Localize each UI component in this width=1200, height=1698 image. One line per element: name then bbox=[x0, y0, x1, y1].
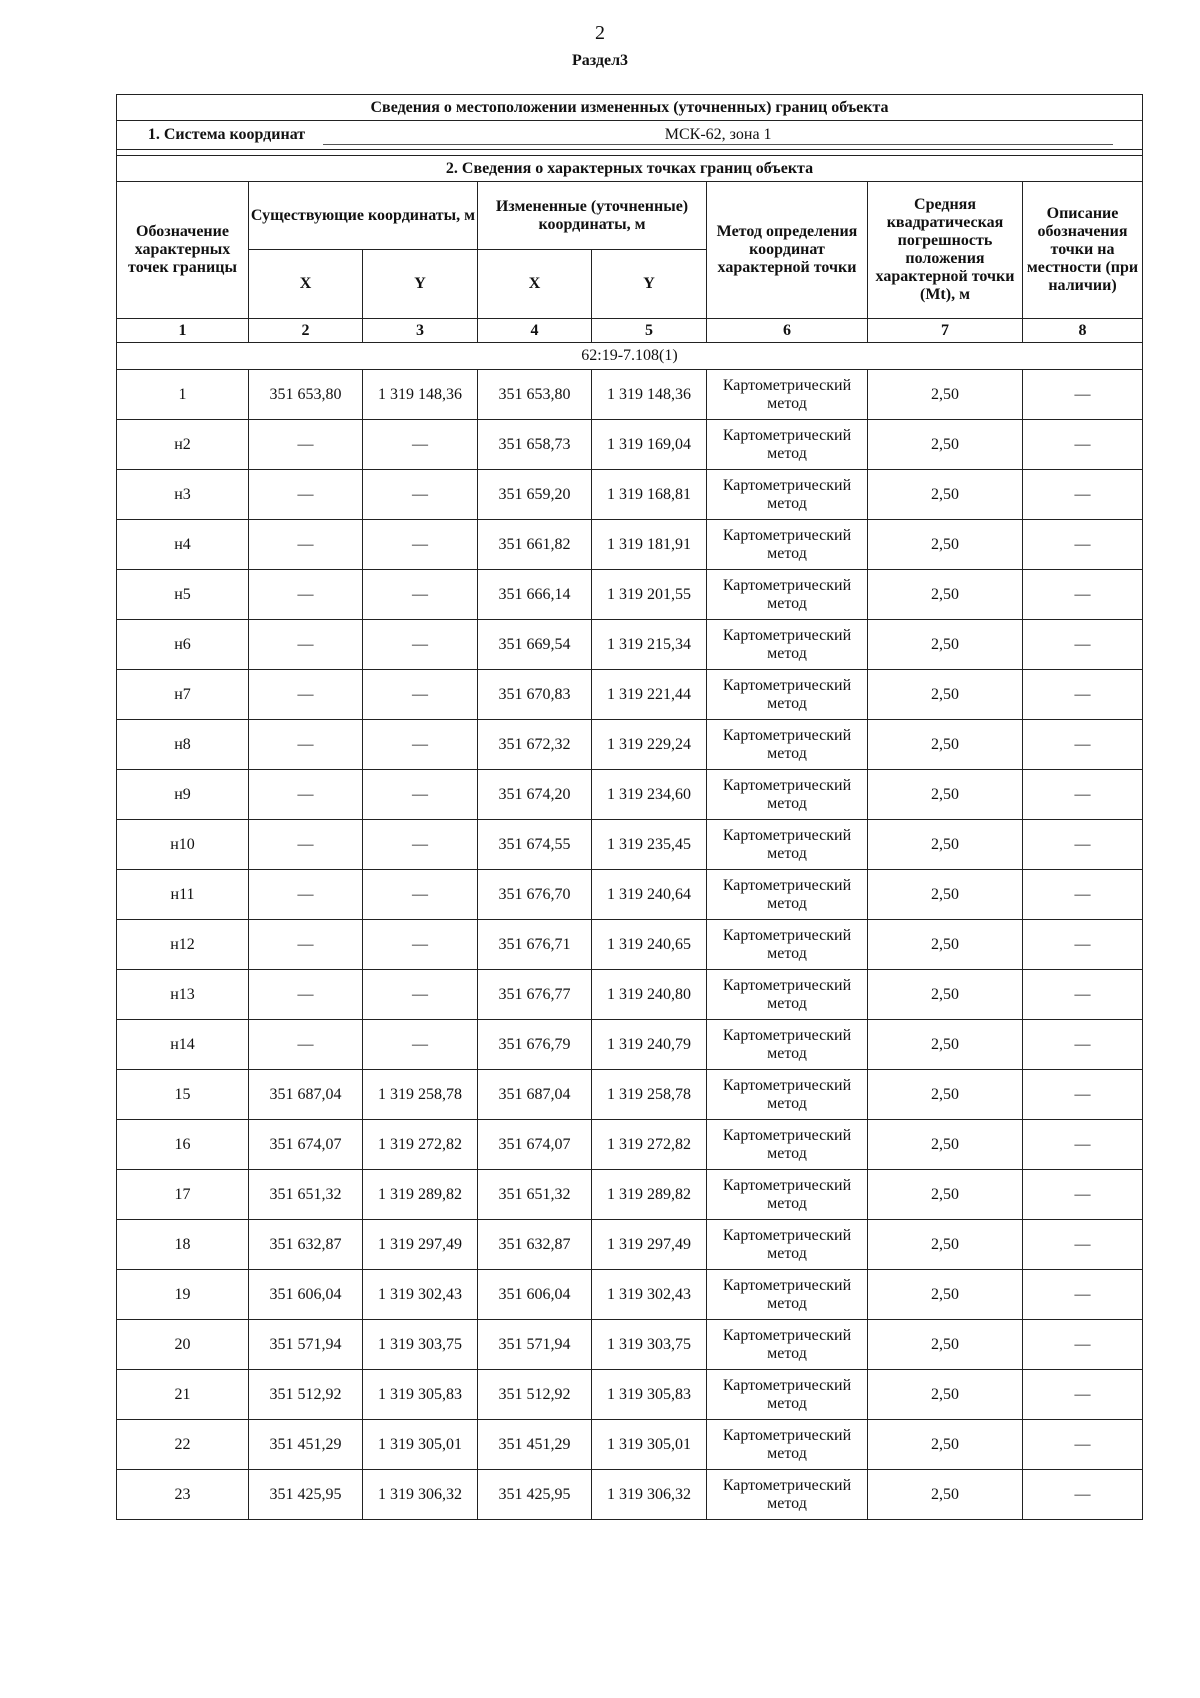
points-title-row bbox=[117, 156, 1143, 182]
header-description: Описание обозначения точки на местности (при наличии) bbox=[1023, 182, 1143, 319]
cell-error: 2,50 bbox=[868, 1320, 1023, 1370]
cell-error: 2,50 bbox=[868, 420, 1023, 470]
cell-existing-x: 351 451,29 bbox=[249, 1420, 363, 1470]
cell-existing-x: 351 606,04 bbox=[249, 1270, 363, 1320]
cell-description: — bbox=[1023, 620, 1143, 670]
header-row-1 bbox=[117, 182, 1143, 250]
table-row bbox=[117, 1120, 1143, 1170]
table-row bbox=[117, 1270, 1143, 1320]
cell-error: 2,50 bbox=[868, 620, 1023, 670]
column-number: 1 bbox=[117, 319, 249, 343]
cell-point-id: 1 bbox=[117, 370, 249, 420]
cell-existing-y: — bbox=[363, 620, 478, 670]
cell-existing-y: — bbox=[363, 820, 478, 870]
cell-existing-y: 1 319 306,32 bbox=[363, 1470, 478, 1520]
cell-existing-x: 351 674,07 bbox=[249, 1120, 363, 1170]
cell-point-id: 17 bbox=[117, 1170, 249, 1220]
cell-changed-y: 1 319 302,43 bbox=[592, 1270, 707, 1320]
cell-changed-x: 351 687,04 bbox=[478, 1070, 592, 1120]
table-row bbox=[117, 420, 1143, 470]
cell-error: 2,50 bbox=[868, 1170, 1023, 1220]
column-number: 8 bbox=[1023, 319, 1143, 343]
cell-method: Картометрический метод bbox=[707, 870, 868, 920]
cell-description: — bbox=[1023, 1220, 1143, 1270]
header-designation: Обозначение характерных точек границы bbox=[117, 182, 249, 319]
cell-description: — bbox=[1023, 770, 1143, 820]
cell-changed-x: 351 651,32 bbox=[478, 1170, 592, 1220]
cell-changed-x: 351 606,04 bbox=[478, 1270, 592, 1320]
cell-changed-y: 1 319 297,49 bbox=[592, 1220, 707, 1270]
cell-existing-x: — bbox=[249, 970, 363, 1020]
table-row bbox=[117, 1420, 1143, 1470]
cell-description: — bbox=[1023, 920, 1143, 970]
cell-existing-y: 1 319 272,82 bbox=[363, 1120, 478, 1170]
cell-existing-x: 351 653,80 bbox=[249, 370, 363, 420]
cell-method: Картометрический метод bbox=[707, 470, 868, 520]
cell-point-id: н3 bbox=[117, 470, 249, 520]
header-changed-y: Y bbox=[592, 250, 707, 319]
cell-method: Картометрический метод bbox=[707, 920, 868, 970]
cell-changed-x: 351 425,95 bbox=[478, 1470, 592, 1520]
cell-changed-y: 1 319 240,80 bbox=[592, 970, 707, 1020]
cell-changed-x: 351 512,92 bbox=[478, 1370, 592, 1420]
cell-description: — bbox=[1023, 720, 1143, 770]
cell-existing-y: 1 319 148,36 bbox=[363, 370, 478, 420]
cell-error: 2,50 bbox=[868, 1120, 1023, 1170]
cell-error: 2,50 bbox=[868, 970, 1023, 1020]
cell-error: 2,50 bbox=[868, 1470, 1023, 1520]
cell-description: — bbox=[1023, 820, 1143, 870]
header-method: Метод определения координат характерной точки bbox=[707, 182, 868, 319]
cell-changed-y: 1 319 305,83 bbox=[592, 1370, 707, 1420]
table-title-row bbox=[117, 95, 1143, 121]
cell-error: 2,50 bbox=[868, 1020, 1023, 1070]
cell-changed-x: 351 669,54 bbox=[478, 620, 592, 670]
cell-point-id: 18 bbox=[117, 1220, 249, 1270]
header-error: Средняя квадратическая погрешность положения характерной точки (Mt), м bbox=[868, 182, 1023, 319]
cell-existing-x: — bbox=[249, 520, 363, 570]
cell-changed-x: 351 661,82 bbox=[478, 520, 592, 570]
table-row bbox=[117, 370, 1143, 420]
cell-method: Картометрический метод bbox=[707, 370, 868, 420]
cell-description: — bbox=[1023, 1070, 1143, 1120]
cell-existing-x: — bbox=[249, 870, 363, 920]
cell-method: Картометрический метод bbox=[707, 770, 868, 820]
cell-description: — bbox=[1023, 1370, 1143, 1420]
cell-changed-y: 1 319 289,82 bbox=[592, 1170, 707, 1220]
cell-error: 2,50 bbox=[868, 1070, 1023, 1120]
cell-changed-x: 351 676,70 bbox=[478, 870, 592, 920]
cell-existing-y: — bbox=[363, 420, 478, 470]
table-row bbox=[117, 720, 1143, 770]
cell-changed-y: 1 319 258,78 bbox=[592, 1070, 707, 1120]
cell-existing-y: — bbox=[363, 470, 478, 520]
cell-existing-y: — bbox=[363, 770, 478, 820]
cell-description: — bbox=[1023, 570, 1143, 620]
cell-existing-y: 1 319 305,83 bbox=[363, 1370, 478, 1420]
cell-existing-x: 351 632,87 bbox=[249, 1220, 363, 1270]
cell-point-id: н14 bbox=[117, 1020, 249, 1070]
cell-changed-y: 1 319 240,65 bbox=[592, 920, 707, 970]
cell-point-id: н9 bbox=[117, 770, 249, 820]
table-row bbox=[117, 470, 1143, 520]
cell-point-id: 21 bbox=[117, 1370, 249, 1420]
table-row bbox=[117, 570, 1143, 620]
cell-method: Картометрический метод bbox=[707, 820, 868, 870]
cell-description: — bbox=[1023, 970, 1143, 1020]
cell-changed-x: 351 632,87 bbox=[478, 1220, 592, 1270]
cell-existing-x: — bbox=[249, 470, 363, 520]
cell-changed-y: 1 319 181,91 bbox=[592, 520, 707, 570]
cell-changed-y: 1 319 229,24 bbox=[592, 720, 707, 770]
column-number: 3 bbox=[363, 319, 478, 343]
header-existing-coords: Существующие координаты, м bbox=[249, 182, 478, 250]
cell-method: Картометрический метод bbox=[707, 570, 868, 620]
cell-point-id: н8 bbox=[117, 720, 249, 770]
cell-method: Картометрический метод bbox=[707, 1370, 868, 1420]
table-row bbox=[117, 770, 1143, 820]
cell-changed-y: 1 319 240,79 bbox=[592, 1020, 707, 1070]
column-number: 7 bbox=[868, 319, 1023, 343]
table-row bbox=[117, 920, 1143, 970]
cell-existing-x: — bbox=[249, 770, 363, 820]
points-title: 2. Сведения о характерных точках границ объекта bbox=[117, 156, 1143, 182]
cell-point-id: н2 bbox=[117, 420, 249, 470]
header-existing-y: Y bbox=[363, 250, 478, 319]
cell-error: 2,50 bbox=[868, 770, 1023, 820]
cell-description: — bbox=[1023, 1120, 1143, 1170]
cell-existing-y: 1 319 289,82 bbox=[363, 1170, 478, 1220]
cell-changed-x: 351 659,20 bbox=[478, 470, 592, 520]
table-row bbox=[117, 1220, 1143, 1270]
cell-changed-y: 1 319 234,60 bbox=[592, 770, 707, 820]
cell-method: Картометрический метод bbox=[707, 520, 868, 570]
cell-error: 2,50 bbox=[868, 520, 1023, 570]
cell-changed-x: 351 676,79 bbox=[478, 1020, 592, 1070]
cell-description: — bbox=[1023, 370, 1143, 420]
cell-existing-y: — bbox=[363, 720, 478, 770]
header-changed-x: X bbox=[478, 250, 592, 319]
header-existing-x: X bbox=[249, 250, 363, 319]
cell-changed-x: 351 451,29 bbox=[478, 1420, 592, 1470]
cell-method: Картометрический метод bbox=[707, 1270, 868, 1320]
cell-error: 2,50 bbox=[868, 1370, 1023, 1420]
cell-point-id: 20 bbox=[117, 1320, 249, 1370]
cell-changed-x: 351 676,77 bbox=[478, 970, 592, 1020]
cell-method: Картометрический метод bbox=[707, 1320, 868, 1370]
cell-existing-x: — bbox=[249, 720, 363, 770]
table-row bbox=[117, 670, 1143, 720]
cell-description: — bbox=[1023, 870, 1143, 920]
header-changed-coords: Измененные (уточненные) координаты, м bbox=[478, 182, 707, 250]
cell-description: — bbox=[1023, 420, 1143, 470]
parcel-number: 62:19-7.108(1) bbox=[117, 343, 1143, 370]
cell-changed-y: 1 319 306,32 bbox=[592, 1470, 707, 1520]
cell-existing-x: — bbox=[249, 820, 363, 870]
table-row bbox=[117, 820, 1143, 870]
table-row bbox=[117, 970, 1143, 1020]
parcel-row bbox=[117, 343, 1143, 370]
cell-changed-y: 1 319 305,01 bbox=[592, 1420, 707, 1470]
cell-description: — bbox=[1023, 1270, 1143, 1320]
cell-error: 2,50 bbox=[868, 670, 1023, 720]
cell-description: — bbox=[1023, 1470, 1143, 1520]
cell-existing-y: — bbox=[363, 670, 478, 720]
cell-error: 2,50 bbox=[868, 470, 1023, 520]
boundary-points-table bbox=[116, 94, 1143, 1520]
cell-changed-x: 351 670,83 bbox=[478, 670, 592, 720]
cell-error: 2,50 bbox=[868, 1420, 1023, 1470]
cell-error: 2,50 bbox=[868, 870, 1023, 920]
cell-existing-y: — bbox=[363, 970, 478, 1020]
cell-error: 2,50 bbox=[868, 920, 1023, 970]
cell-changed-x: 351 674,20 bbox=[478, 770, 592, 820]
cell-method: Картометрический метод bbox=[707, 1070, 868, 1120]
cell-changed-y: 1 319 201,55 bbox=[592, 570, 707, 620]
cell-changed-y: 1 319 148,36 bbox=[592, 370, 707, 420]
cell-point-id: н4 bbox=[117, 520, 249, 570]
cell-point-id: 23 bbox=[117, 1470, 249, 1520]
cell-existing-y: — bbox=[363, 870, 478, 920]
cell-existing-x: 351 512,92 bbox=[249, 1370, 363, 1420]
cell-description: — bbox=[1023, 1320, 1143, 1370]
page-number: 2 bbox=[595, 22, 605, 44]
cell-method: Картометрический метод bbox=[707, 1120, 868, 1170]
cell-error: 2,50 bbox=[868, 570, 1023, 620]
cell-error: 2,50 bbox=[868, 1270, 1023, 1320]
cell-existing-y: — bbox=[363, 1020, 478, 1070]
cell-method: Картометрический метод bbox=[707, 420, 868, 470]
table-row bbox=[117, 870, 1143, 920]
cell-method: Картометрический метод bbox=[707, 670, 868, 720]
cell-description: — bbox=[1023, 670, 1143, 720]
cell-point-id: 16 bbox=[117, 1120, 249, 1170]
cell-description: — bbox=[1023, 470, 1143, 520]
cell-error: 2,50 bbox=[868, 820, 1023, 870]
cell-changed-x: 351 676,71 bbox=[478, 920, 592, 970]
cell-changed-y: 1 319 168,81 bbox=[592, 470, 707, 520]
cell-method: Картометрический метод bbox=[707, 1020, 868, 1070]
cell-error: 2,50 bbox=[868, 1220, 1023, 1270]
cell-changed-x: 351 653,80 bbox=[478, 370, 592, 420]
cell-method: Картометрический метод bbox=[707, 1470, 868, 1520]
cell-point-id: 15 bbox=[117, 1070, 249, 1120]
table-title: Сведения о местоположении измененных (уточненных) границ объекта bbox=[117, 95, 1143, 121]
cell-existing-y: 1 319 305,01 bbox=[363, 1420, 478, 1470]
table-row bbox=[117, 1170, 1143, 1220]
cell-point-id: н6 bbox=[117, 620, 249, 670]
cell-existing-y: — bbox=[363, 520, 478, 570]
cell-changed-y: 1 319 221,44 bbox=[592, 670, 707, 720]
cell-point-id: н13 bbox=[117, 970, 249, 1020]
cell-point-id: н11 bbox=[117, 870, 249, 920]
column-number: 6 bbox=[707, 319, 868, 343]
cell-changed-x: 351 571,94 bbox=[478, 1320, 592, 1370]
cell-description: — bbox=[1023, 520, 1143, 570]
cell-changed-y: 1 319 235,45 bbox=[592, 820, 707, 870]
cell-existing-y: — bbox=[363, 920, 478, 970]
column-number: 4 bbox=[478, 319, 592, 343]
cell-changed-x: 351 674,55 bbox=[478, 820, 592, 870]
cell-existing-x: 351 425,95 bbox=[249, 1470, 363, 1520]
cell-existing-x: 351 571,94 bbox=[249, 1320, 363, 1370]
cell-method: Картометрический метод bbox=[707, 720, 868, 770]
cell-point-id: 19 bbox=[117, 1270, 249, 1320]
cell-existing-x: 351 651,32 bbox=[249, 1170, 363, 1220]
cell-description: — bbox=[1023, 1020, 1143, 1070]
cell-existing-y: 1 319 258,78 bbox=[363, 1070, 478, 1120]
cell-existing-y: 1 319 302,43 bbox=[363, 1270, 478, 1320]
column-number: 5 bbox=[592, 319, 707, 343]
cell-existing-x: — bbox=[249, 570, 363, 620]
cell-point-id: н5 bbox=[117, 570, 249, 620]
cell-existing-x: — bbox=[249, 420, 363, 470]
cell-changed-x: 351 658,73 bbox=[478, 420, 592, 470]
cell-changed-y: 1 319 169,04 bbox=[592, 420, 707, 470]
column-number: 2 bbox=[249, 319, 363, 343]
section-title: Раздел3 bbox=[571, 52, 629, 69]
cell-changed-x: 351 674,07 bbox=[478, 1120, 592, 1170]
cell-changed-x: 351 672,32 bbox=[478, 720, 592, 770]
cell-existing-x: — bbox=[249, 670, 363, 720]
cell-existing-x: — bbox=[249, 620, 363, 670]
coord-system-label: 1. Система координат bbox=[147, 125, 306, 143]
coord-system-value: МСК-62, зона 1 bbox=[323, 126, 1113, 145]
table-row bbox=[117, 620, 1143, 670]
cell-method: Картометрический метод bbox=[707, 1220, 868, 1270]
cell-existing-x: — bbox=[249, 1020, 363, 1070]
cell-point-id: н10 bbox=[117, 820, 249, 870]
cell-description: — bbox=[1023, 1420, 1143, 1470]
cell-point-id: н7 bbox=[117, 670, 249, 720]
coord-system-row bbox=[117, 121, 1143, 150]
cell-existing-y: — bbox=[363, 570, 478, 620]
cell-existing-x: 351 687,04 bbox=[249, 1070, 363, 1120]
table-row bbox=[117, 1070, 1143, 1120]
cell-method: Картометрический метод bbox=[707, 1420, 868, 1470]
cell-changed-y: 1 319 272,82 bbox=[592, 1120, 707, 1170]
cell-point-id: 22 bbox=[117, 1420, 249, 1470]
cell-error: 2,50 bbox=[868, 370, 1023, 420]
column-numbers-row bbox=[117, 319, 1143, 343]
cell-changed-y: 1 319 240,64 bbox=[592, 870, 707, 920]
table-row bbox=[117, 1320, 1143, 1370]
table-row bbox=[117, 1370, 1143, 1420]
cell-error: 2,50 bbox=[868, 720, 1023, 770]
cell-changed-x: 351 666,14 bbox=[478, 570, 592, 620]
cell-method: Картометрический метод bbox=[707, 970, 868, 1020]
table-row bbox=[117, 520, 1143, 570]
cell-changed-y: 1 319 215,34 bbox=[592, 620, 707, 670]
cell-point-id: н12 bbox=[117, 920, 249, 970]
cell-description: — bbox=[1023, 1170, 1143, 1220]
cell-existing-y: 1 319 303,75 bbox=[363, 1320, 478, 1370]
table-row bbox=[117, 1470, 1143, 1520]
cell-existing-x: — bbox=[249, 920, 363, 970]
table-row bbox=[117, 1020, 1143, 1070]
cell-existing-y: 1 319 297,49 bbox=[363, 1220, 478, 1270]
cell-method: Картометрический метод bbox=[707, 620, 868, 670]
cell-changed-y: 1 319 303,75 bbox=[592, 1320, 707, 1370]
cell-method: Картометрический метод bbox=[707, 1170, 868, 1220]
